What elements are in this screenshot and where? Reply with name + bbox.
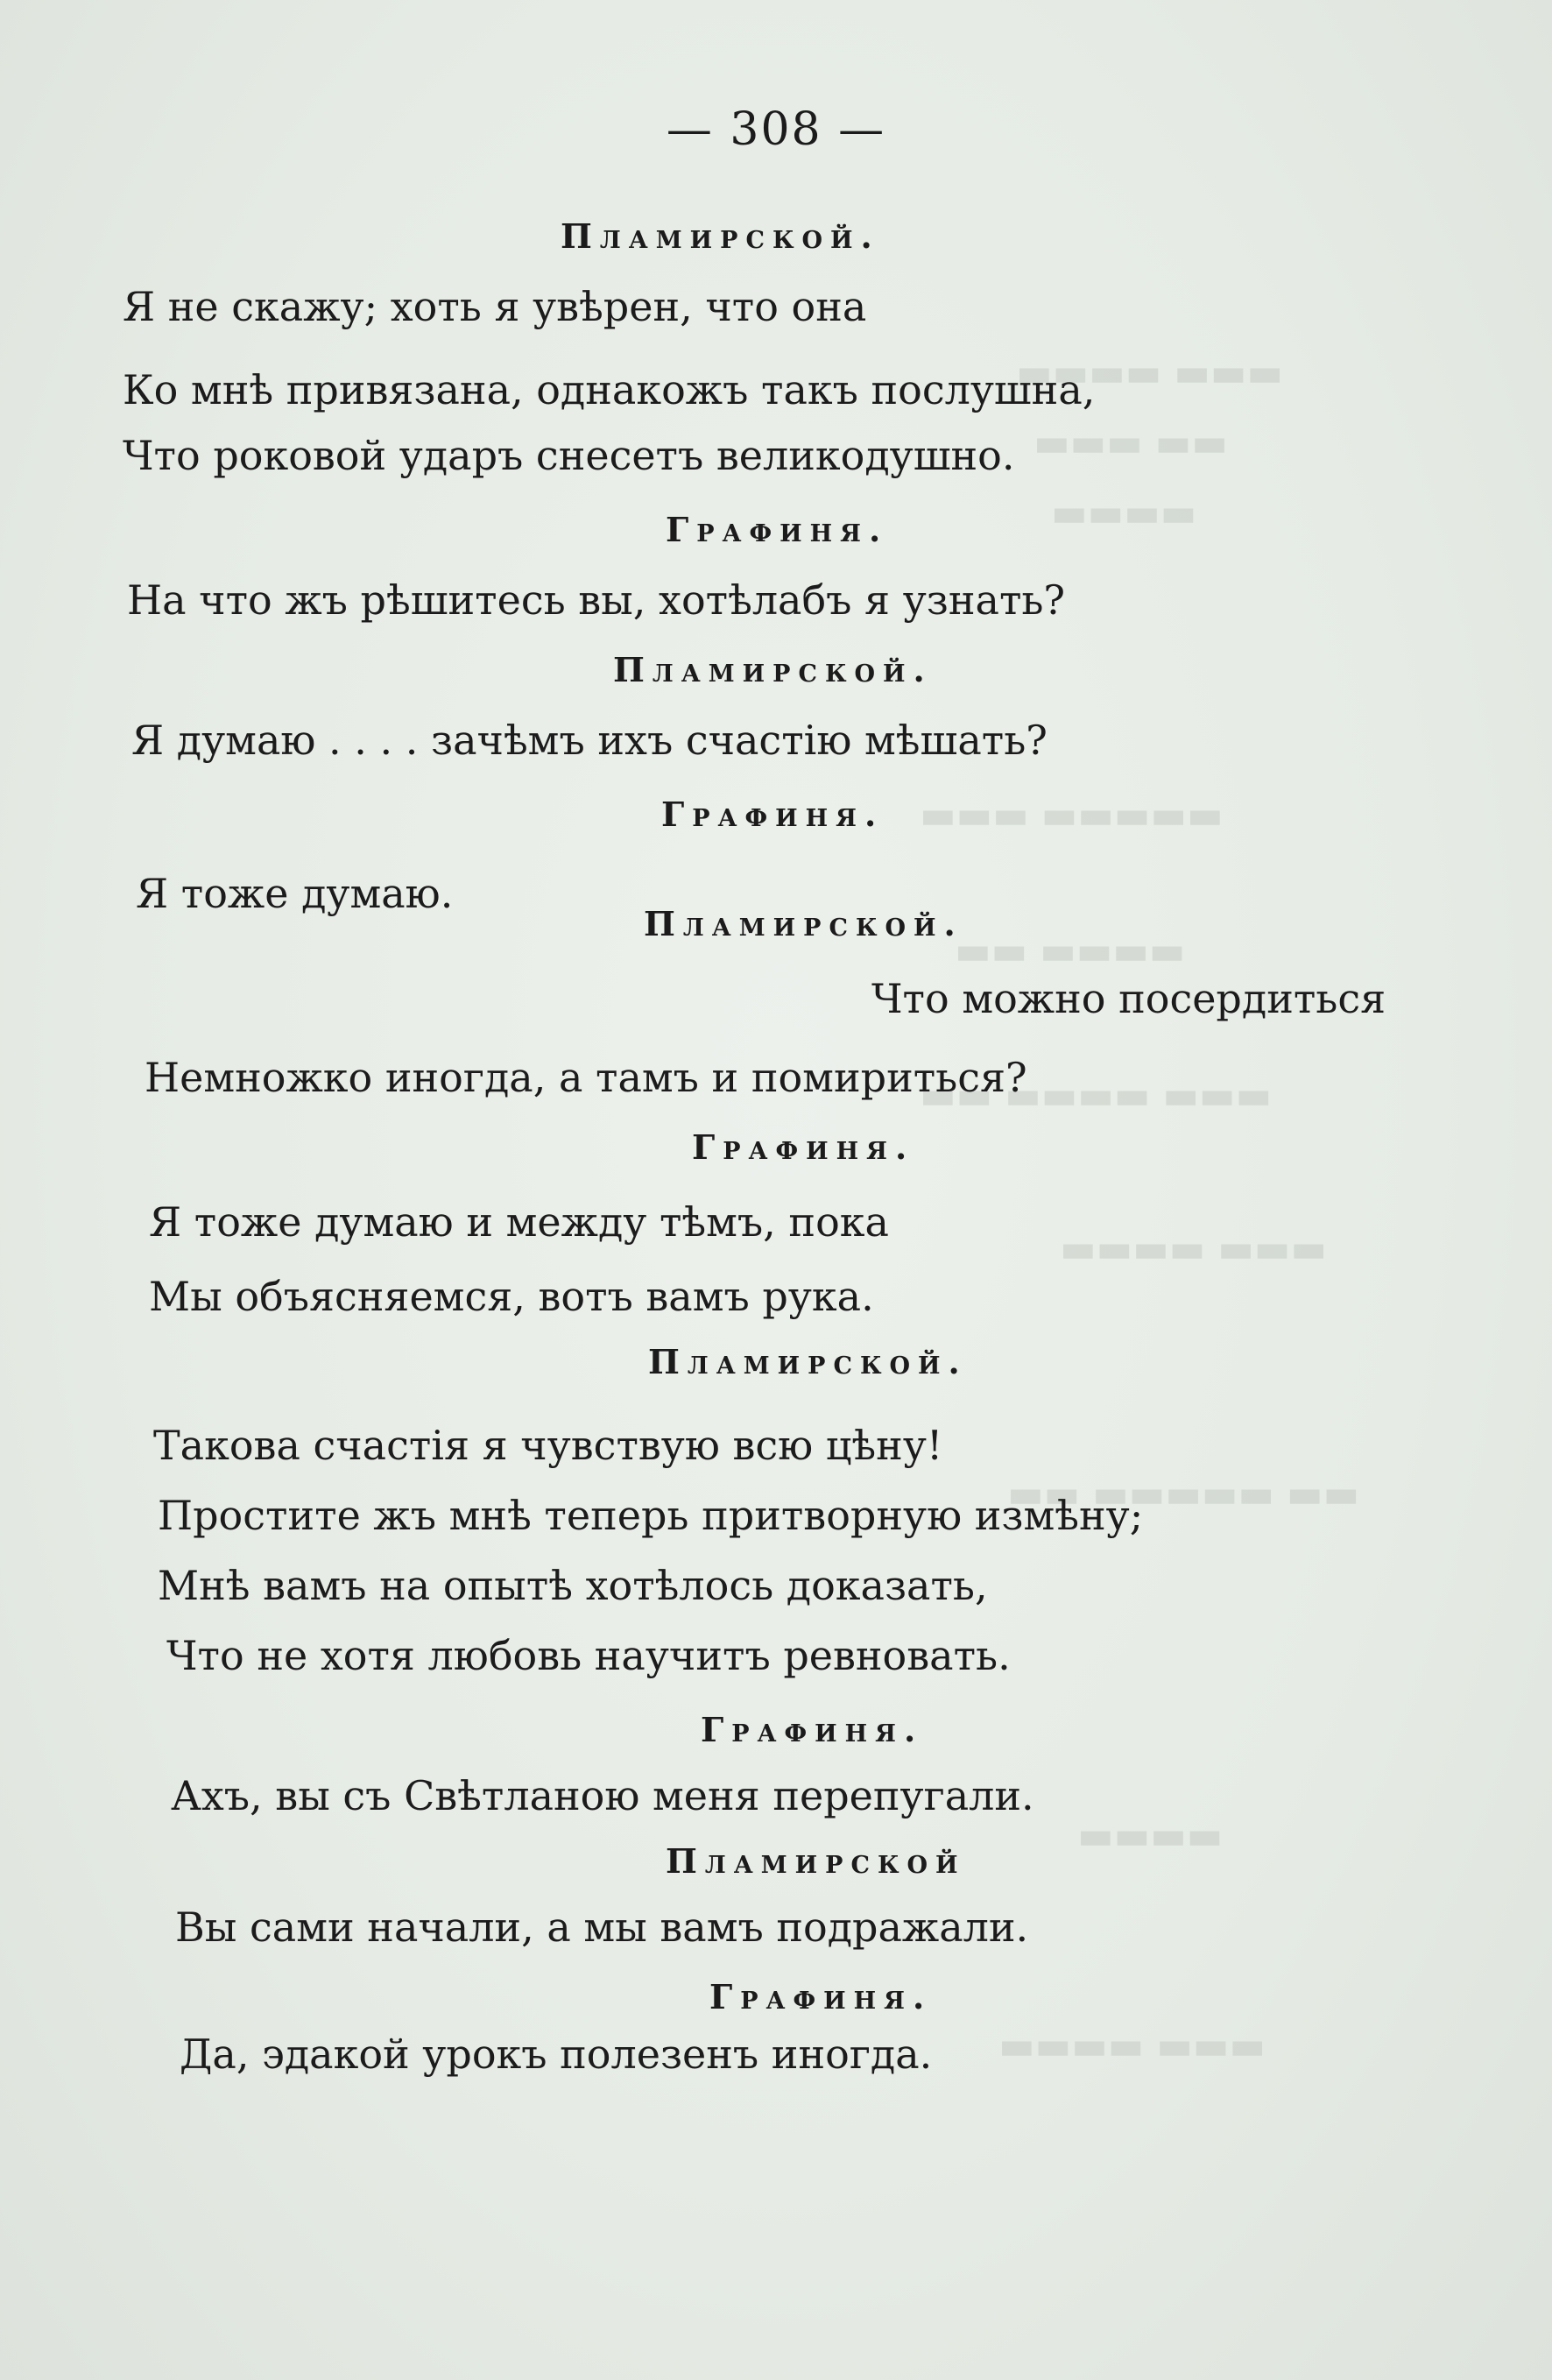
verse-line: Такова счастія я чувствую всю цѣну! <box>153 1422 943 1469</box>
speaker-name: Пламирской. <box>613 650 933 689</box>
speaker-name: Графиня. <box>701 1710 924 1749</box>
verse-line: Да, эдакой урокъ полезенъ иногда. <box>180 2030 933 2078</box>
verse-line: Что можно посердиться <box>871 975 1386 1022</box>
verse-line: Мы объясняемся, вотъ вамъ рука. <box>149 1273 874 1320</box>
speaker-name: Графиня. <box>661 795 885 834</box>
bleed-through-decoration: ▬▬▬ ▬▬▬▬ <box>1060 1226 1327 1271</box>
page-number: — 308 — <box>666 103 886 156</box>
verse-line: Что не хотя любовь научитъ ревновать. <box>166 1632 1011 1679</box>
verse-line: Я не скажу; хоть я увѣрен, что она <box>123 283 867 330</box>
verse-line: Мнѣ вамъ на опытѣ хотѣлось доказать, <box>158 1562 988 1609</box>
speaker-name: Пламирской. <box>644 904 963 943</box>
verse-line: Что роковой ударъ снесетъ великодушно. <box>123 432 1015 479</box>
bleed-through-decoration: ▬▬ ▬▬▬▬▬ ▬▬ <box>1007 1472 1360 1516</box>
bleed-through-decoration: ▬▬▬▬ <box>1077 1813 1224 1858</box>
bleed-through-decoration: ▬▬▬ ▬▬▬▬ ▬▬ <box>920 1073 1273 1118</box>
verse-line: Я думаю . . . . зачѣмъ ихъ счастію мѣшать? <box>131 717 1048 764</box>
speaker-name: Пламирской <box>666 1841 966 1881</box>
bleed-through-decoration: ▬▬▬▬▬ ▬▬▬ <box>920 793 1224 837</box>
bleed-through-decoration: ▬▬▬ ▬▬▬▬ <box>998 2023 1266 2068</box>
speaker-name: Графиня. <box>709 1977 933 2016</box>
verse-line: Вы сами начали, а мы вамъ подражали. <box>175 1903 1029 1951</box>
speaker-name: Графиня. <box>692 1127 915 1167</box>
bleed-through-decoration: ▬▬▬▬ <box>1051 491 1197 535</box>
bleed-through-decoration: ▬▬▬ ▬▬▬▬ <box>1016 350 1283 395</box>
verse-line: Ко мнѣ привязана, однакожъ такъ послушна, <box>123 366 1096 413</box>
verse-line: Простите жъ мнѣ теперь притворную измѣну; <box>158 1492 1144 1539</box>
speaker-name: Графиня. <box>666 510 889 549</box>
verse-line: Ахъ, вы съ Свѣтланою меня перепугали. <box>171 1772 1034 1819</box>
verse-line: Немножко иногда, а тамъ и помириться? <box>145 1054 1027 1101</box>
bleed-through-decoration: ▬▬▬▬ ▬▬ <box>955 929 1186 973</box>
speaker-name: Пламирской. <box>648 1342 968 1381</box>
verse-line: На что жъ рѣшитесь вы, хотѣлабъ я узнать? <box>127 576 1066 624</box>
bleed-through-decoration: ▬▬ ▬▬▬ <box>1033 420 1228 465</box>
verse-line: Я тоже думаю. <box>136 870 454 917</box>
verse-line: Я тоже думаю и между тѣмъ, пока <box>149 1198 889 1246</box>
speaker-name: Пламирской. <box>561 216 880 256</box>
